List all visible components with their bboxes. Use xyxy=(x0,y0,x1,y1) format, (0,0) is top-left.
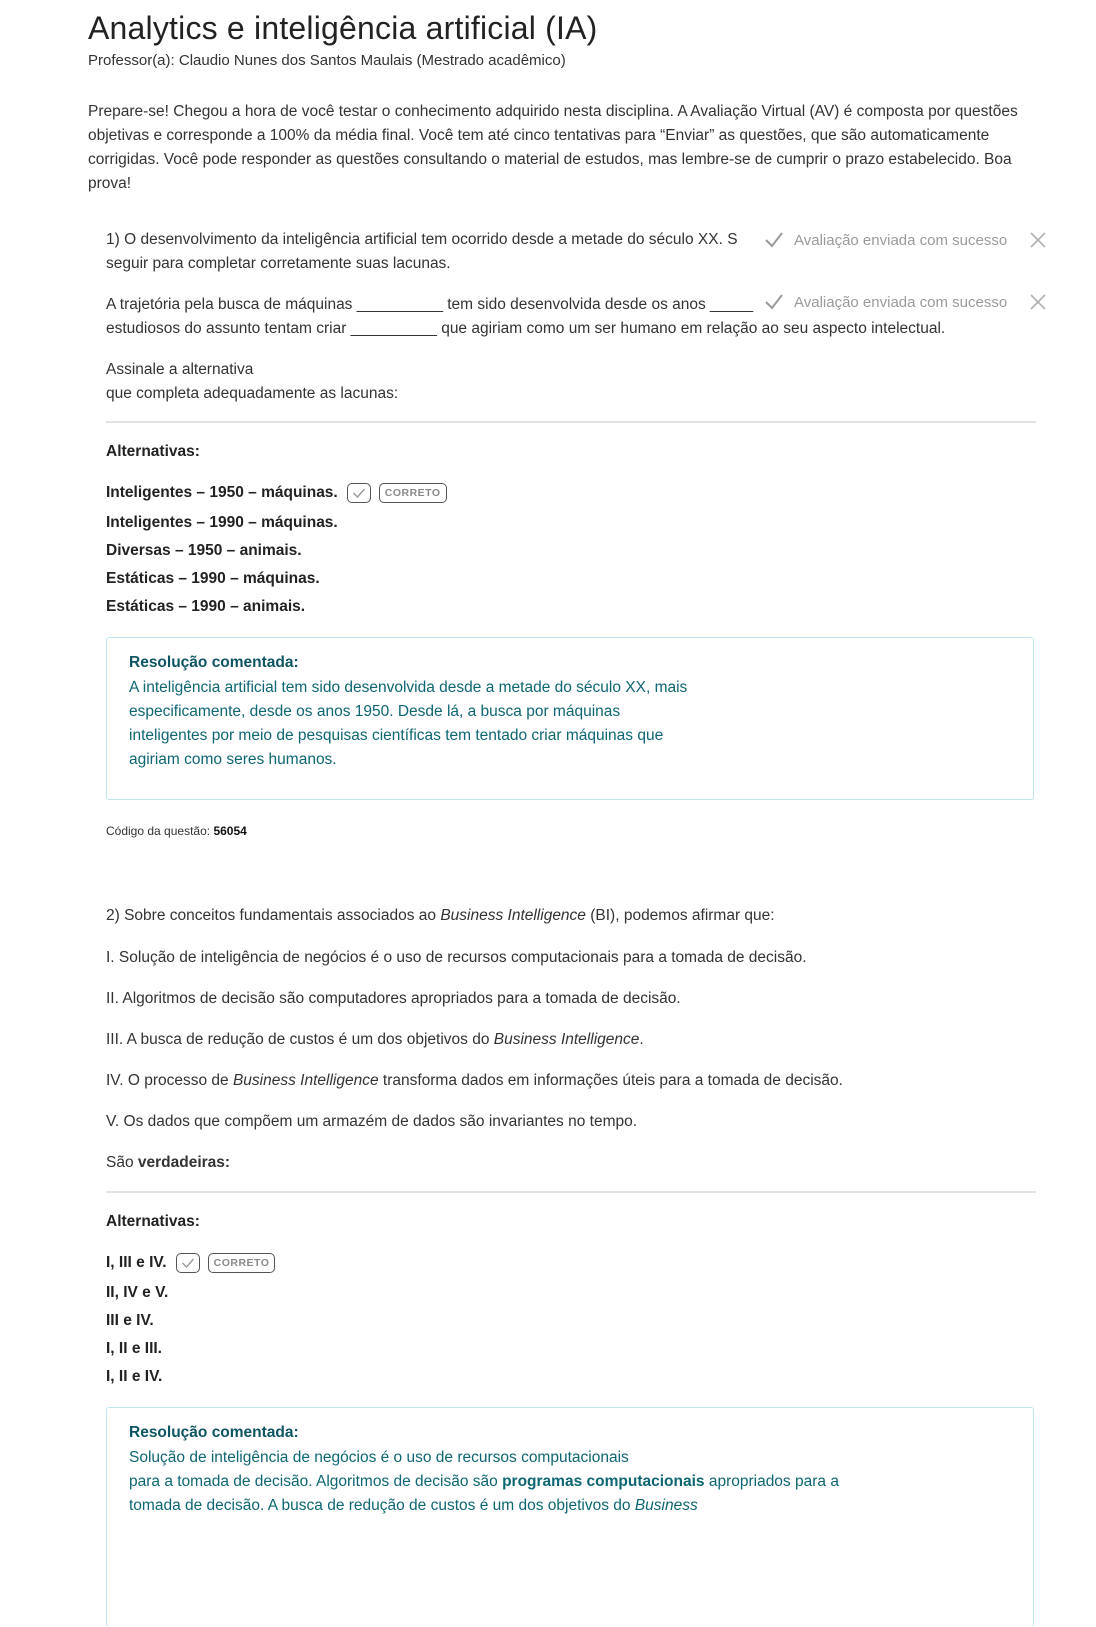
q2-statement-3 xyxy=(106,1028,644,1052)
toast-text: Avaliação enviada com sucesso xyxy=(794,231,1008,249)
alternative-option[interactable] xyxy=(106,1312,154,1330)
q2-intro-suffix: (BI), podemos afirmar que: xyxy=(585,907,775,924)
question-code-label: Código da questão: xyxy=(106,824,211,838)
alternative-text: I, II e III. xyxy=(106,1340,162,1357)
alternative-option[interactable] xyxy=(106,598,305,616)
q2-s3-suffix: . xyxy=(639,1031,644,1048)
resolution-line3-prefix: tomada de decisão. A busca de redução de custos é um dos objetivos do xyxy=(129,1497,635,1514)
q2-statement-5: V. Os dados que compõem um armazém de dados são invariantes no tempo. xyxy=(106,1113,638,1130)
q1-line-3: A trajetória pela busca de máquinas __________ tem sido desenvolvida desde os anos _____ xyxy=(106,296,754,313)
resolution-box xyxy=(106,637,1034,800)
divider xyxy=(106,421,1036,423)
alternative-text: III e IV. xyxy=(106,1312,154,1329)
success-toast xyxy=(756,287,1096,317)
alternative-text: Inteligentes – 1950 – máquinas. xyxy=(106,484,338,501)
alternative-text: I, III e IV. xyxy=(106,1254,167,1271)
resolution-text xyxy=(129,1446,889,1518)
resolution-line xyxy=(129,1470,889,1494)
q2-prompt xyxy=(106,1151,230,1175)
q2-statement-2: II. Algoritmos de decisão são computadores apropriados para a tomada de decisão. xyxy=(106,990,681,1007)
alternative-text: Inteligentes – 1990 – máquinas. xyxy=(106,514,338,531)
check-icon xyxy=(764,230,784,250)
success-toast xyxy=(756,225,1096,255)
q2-s4-prefix: IV. O processo de xyxy=(106,1072,233,1089)
q2-prompt-prefix: São xyxy=(106,1154,138,1171)
resolution-line xyxy=(129,1494,889,1518)
toast-text: Avaliação enviada com sucesso xyxy=(794,293,1008,311)
q1-line-4: estudiosos do assunto tentam criar __________ que agiriam como um ser humano em relação ao seu aspecto intelectual. xyxy=(106,320,946,337)
correct-badge: CORRETO xyxy=(208,1253,276,1273)
alternative-text: II, IV e V. xyxy=(106,1284,169,1301)
alternative-text: Diversas – 1950 – animais. xyxy=(106,542,302,559)
professor-name: Professor(a): Claudio Nunes dos Santos Maulais (Mestrado acadêmico) xyxy=(88,52,566,69)
alternative-option[interactable] xyxy=(106,1284,168,1302)
page-title: Analytics e inteligência artificial (IA) xyxy=(88,10,598,46)
alternative-option[interactable] xyxy=(106,570,320,588)
intro-text: Prepare-se! Chegou a hora de você testar o conhecimento adquirido nesta disciplina. A Avaliação Virtual (AV) é composta por questões objetivas e corresponde a 100% da média final. Você tem até cinco tentativas para “Enviar” as questões, que são automaticamente corrigidas. Você pode responder as questões consultando o material de estudos, mas lembre-se de cumprir o prazo estabelecido. Boa prova! xyxy=(88,103,1018,192)
q2-intro xyxy=(106,904,775,928)
alternative-option[interactable] xyxy=(106,1340,162,1358)
q1-line-2: seguir para completar corretamente suas lacunas. xyxy=(106,255,451,272)
q2-intro-prefix: 2) Sobre conceitos fundamentais associados ao xyxy=(106,907,441,924)
check-icon xyxy=(176,1253,200,1273)
alternatives-label: Alternativas: xyxy=(106,1213,200,1230)
alternative-text: Estáticas – 1990 – máquinas. xyxy=(106,570,320,587)
alternative-text: I, II e IV. xyxy=(106,1368,163,1385)
alternative-text: Estáticas – 1990 – animais. xyxy=(106,598,306,615)
q1-line-5: Assinale a alternativa xyxy=(106,361,254,378)
check-icon xyxy=(347,483,371,503)
alternative-option[interactable] xyxy=(106,1253,275,1273)
q2-intro-em: Business Intelligence xyxy=(440,907,586,924)
q2-s4-suffix: transforma dados em informações úteis para a tomada de decisão. xyxy=(378,1072,843,1089)
q1-line-1: 1) O desenvolvimento da inteligência artificial tem ocorrido desde a metade do século XX. S xyxy=(106,231,738,248)
alternative-option[interactable] xyxy=(106,1368,162,1386)
q2-s3-em: Business Intelligence xyxy=(493,1031,640,1048)
resolution-line3-em: Business xyxy=(634,1497,698,1514)
resolution-title: Resolução comentada: xyxy=(129,654,299,671)
q2-s4-em: Business Intelligence xyxy=(232,1072,379,1089)
q2-statement-1: I. Solução de inteligência de negócios é o uso de recursos computacionais para a tomada de decisão. xyxy=(106,949,807,966)
resolution-text: A inteligência artificial tem sido desenvolvida desde a metade do século XX, mais especificamente, desde os anos 1950. Desde lá, a busca por máquinas inteligentes por meio de pesquisas científicas tem tentado criar máquinas que agiriam como seres humanos. xyxy=(129,679,688,768)
question-code xyxy=(106,824,247,838)
resolution-line2-suffix: apropriados para a xyxy=(704,1473,839,1490)
resolution-line: Solução de inteligência de negócios é o uso de recursos computacionais xyxy=(129,1449,629,1466)
resolution-box xyxy=(106,1407,1034,1627)
alternative-option[interactable] xyxy=(106,483,447,503)
alternative-option[interactable] xyxy=(106,542,302,560)
q1-line-6: que completa adequadamente as lacunas: xyxy=(106,385,399,402)
close-icon[interactable] xyxy=(1028,292,1048,312)
resolution-line2-prefix: para a tomada de decisão. Algoritmos de decisão são xyxy=(129,1473,503,1490)
correct-badge: CORRETO xyxy=(379,483,447,503)
resolution-title: Resolução comentada: xyxy=(129,1424,299,1441)
divider xyxy=(106,1191,1036,1193)
q2-statement-4 xyxy=(106,1069,843,1093)
check-icon xyxy=(764,292,784,312)
question-code-value: 56054 xyxy=(213,824,247,838)
q2-prompt-bold: verdadeiras: xyxy=(137,1154,231,1171)
close-icon[interactable] xyxy=(1028,230,1048,250)
alternatives-label: Alternativas: xyxy=(106,443,200,460)
alternative-option[interactable] xyxy=(106,514,338,532)
q2-s3-prefix: III. A busca de redução de custos é um dos objetivos do xyxy=(106,1031,494,1048)
resolution-line2-bold: programas computacionais xyxy=(502,1473,705,1490)
